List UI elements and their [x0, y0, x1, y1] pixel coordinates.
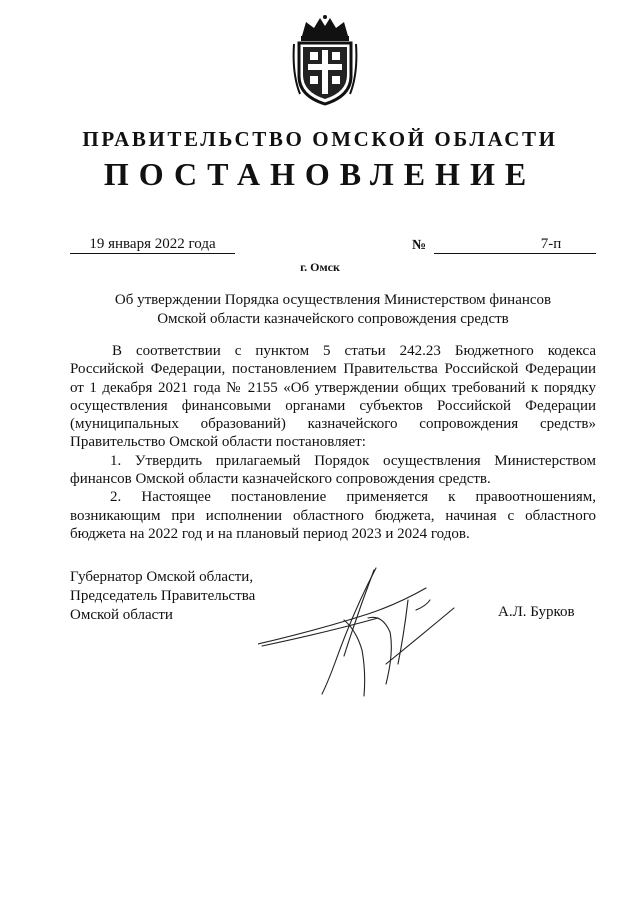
subject-line: Об утверждении Порядка осуществления Министерством финансов	[114, 292, 552, 308]
body-line: финансов Омской области казначейского сопровождения средств.	[70, 471, 491, 488]
signer-title-line: Омской области	[70, 607, 173, 623]
document-subject	[70, 291, 596, 329]
body-line: возникающим при исполнении областного бюджета, начиная с областного	[70, 507, 596, 524]
body-line: Правительство Омской области постановляет:	[70, 434, 366, 451]
handwritten-signature	[258, 560, 468, 700]
body-line: бюджета на 2022 год и на плановый период 2023 и 2024 годов.	[70, 525, 470, 542]
document-body	[70, 342, 596, 543]
document-type-title: ПОСТАНОВЛЕНИЕ	[103, 156, 537, 192]
body-line: В соответствии с пунктом 5 статьи 242.23 Бюджетного кодекса	[112, 343, 596, 359]
signer-title-line: Губернатор Омской области,	[70, 569, 254, 585]
subject-line: Омской области казначейского сопровождения средств	[157, 311, 509, 327]
body-line: Российской Федерации, постановлением Правительства Российской Федерации	[70, 361, 596, 378]
document-number-field	[434, 236, 596, 254]
signer-title-line: Председатель Правительства	[70, 588, 256, 604]
body-line: (муниципальных образований) казначейского сопровождения средств»	[70, 416, 596, 433]
omsk-coat-of-arms-icon	[292, 14, 358, 106]
body-line: от 1 декабря 2021 года № 2155 «Об утверждении общих требований к порядку	[70, 379, 596, 396]
body-line: осуществления финансовыми органами субъектов Российской Федерации	[70, 397, 596, 414]
body-line: 1. Утвердить прилагаемый Порядок осуществления Министерством	[110, 452, 596, 469]
signer-name: А.Л. Бурков	[498, 604, 575, 620]
organization-title: ПРАВИТЕЛЬСТВО ОМСКОЙ ОБЛАСТИ	[82, 127, 558, 151]
body-line: 2. Настоящее постановление применяется к правоотношениям,	[110, 489, 596, 506]
document-number: 7-п	[540, 236, 562, 252]
document-city: г. Омск	[300, 260, 340, 274]
document-date: 19 января 2022 года	[70, 236, 235, 254]
number-sign: №	[412, 238, 427, 253]
signer-title	[70, 568, 255, 625]
